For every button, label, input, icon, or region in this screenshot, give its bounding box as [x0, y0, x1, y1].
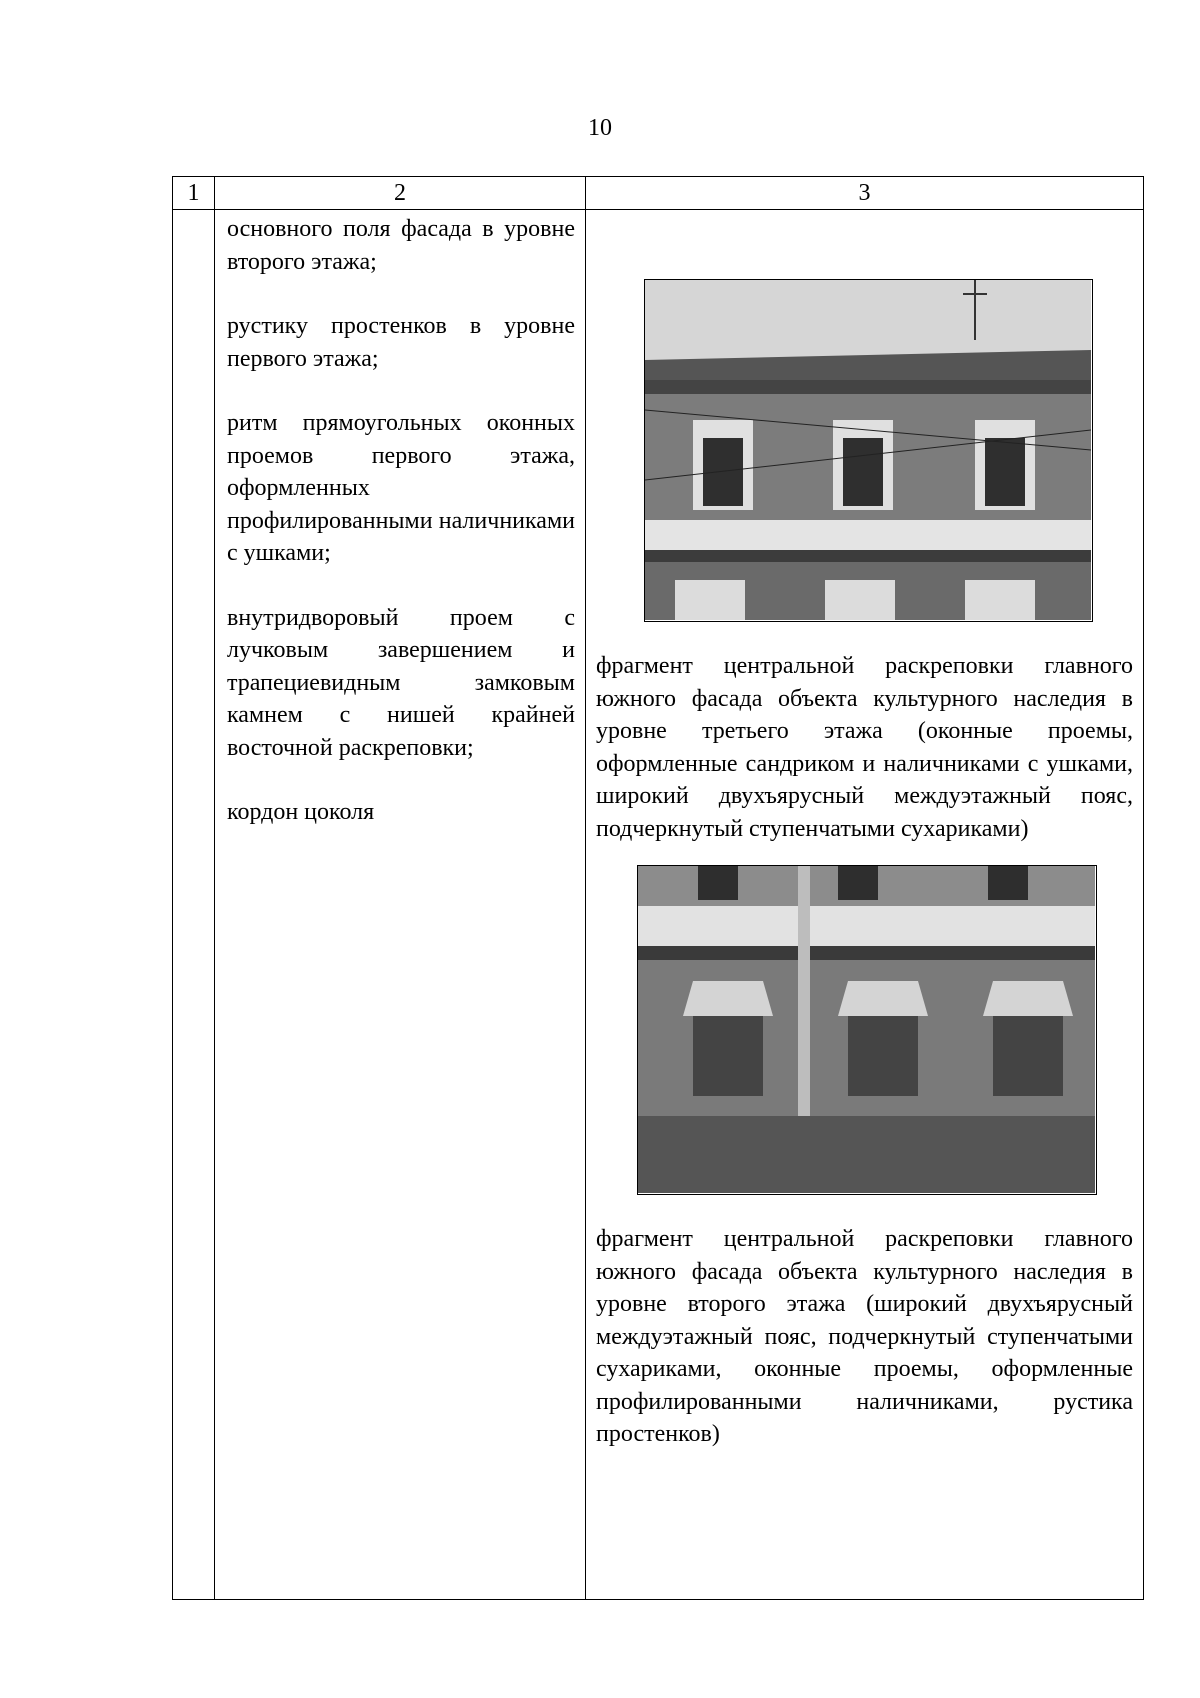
- cell-number: [173, 210, 215, 1600]
- list-item: ритм прямоугольных оконных проемов первого этажа, оформленных профилированными наличниками с ушками;: [227, 410, 575, 566]
- photo1-caption: фрагмент центральной раскреповки главного южного фасада объекта культурного наследия в уровне третьего этажа (оконные проемы, оформленные сандриком и наличниками с ушками, широкий двухъярусный междуэтажный пояс, подчеркнутый ступенчатыми сухариками): [596, 653, 1133, 842]
- table-row: [173, 210, 1144, 1600]
- heritage-elements-table: [172, 176, 1144, 1600]
- column-header-1: 1: [173, 177, 215, 210]
- list-item: кордон цоколя: [227, 799, 375, 825]
- cell-elements-list: [215, 210, 586, 1600]
- list-item: основного поля фасада в уровне второго этажа;: [227, 216, 575, 275]
- page-number: 10: [588, 115, 612, 141]
- facade-photo-second-floor: [637, 865, 1097, 1195]
- column-header-3: 3: [586, 177, 1144, 210]
- column-header-2: 2: [215, 177, 586, 210]
- cell-photos: [586, 210, 1144, 1600]
- list-item: внутридворовый проем с лучковым завершением и трапециевидным замковым камнем с нишей крайней восточной раскреповки;: [227, 604, 575, 761]
- list-item: рустику простенков в уровне первого этажа;: [227, 313, 575, 372]
- facade-photo-third-floor: [644, 279, 1093, 622]
- table-header-row: [173, 177, 1144, 210]
- photo2-caption: фрагмент центральной раскреповки главного южного фасада объекта культурного наследия в уровне второго этажа (широкий двухъярусный междуэтажный пояс, подчеркнутый ступенчатыми сухариками, оконные проемы, оформленные профилированными наличниками, рустика простенков): [596, 1226, 1133, 1447]
